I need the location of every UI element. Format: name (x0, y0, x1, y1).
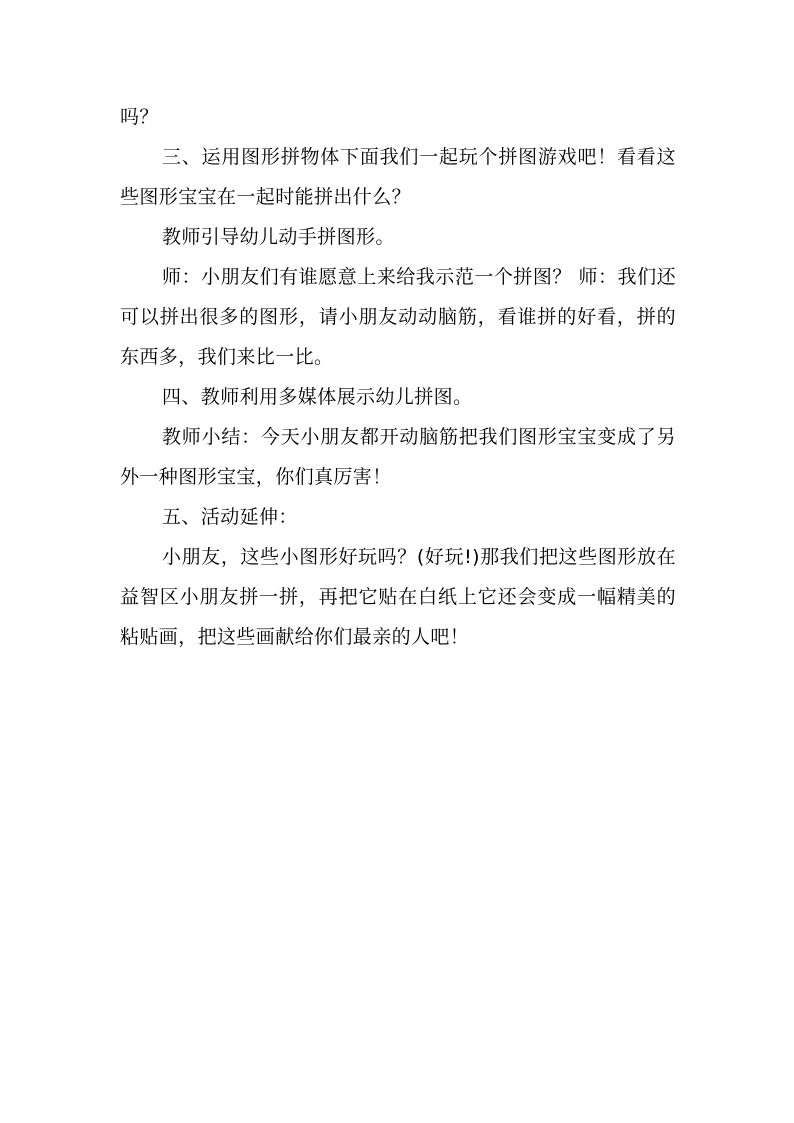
paragraph-continuation: 吗？ (120, 106, 159, 128)
paragraph-extension: 小朋友，这些小图形好玩吗？(好玩!)那我们把这些图形放在益智区小朋友拼一拼，再把它贴在白纸上它还会变成一幅精美的粘贴画，把这些画献给你们最亲的人吧！ (120, 546, 676, 648)
paragraph-section-three: 三、运用图形拼物体下面我们一起玩个拼图游戏吧！看看这些图形宝宝在一起时能拼出什么？ (120, 146, 676, 208)
paragraph-section-four: 四、教师利用多媒体展示幼儿拼图。 (162, 386, 473, 408)
paragraph-section-five: 五、活动延伸： (162, 506, 298, 528)
paragraph-teacher-dialogue: 师：小朋友们有谁愿意上来给我示范一个拼图？ 师：我们还可以拼出很多的图形，请小朋友动动脑筋，看谁拼的好看，拼的东西多，我们来比一比。 (120, 266, 676, 368)
paragraph-teacher-summary: 教师小结：今天小朋友都开动脑筋把我们图形宝宝变成了另外一种图形宝宝，你们真厉害！ (120, 426, 676, 488)
paragraph-teacher-guide: 教师引导幼儿动手拼图形。 (162, 226, 395, 248)
document-body (120, 97, 676, 657)
